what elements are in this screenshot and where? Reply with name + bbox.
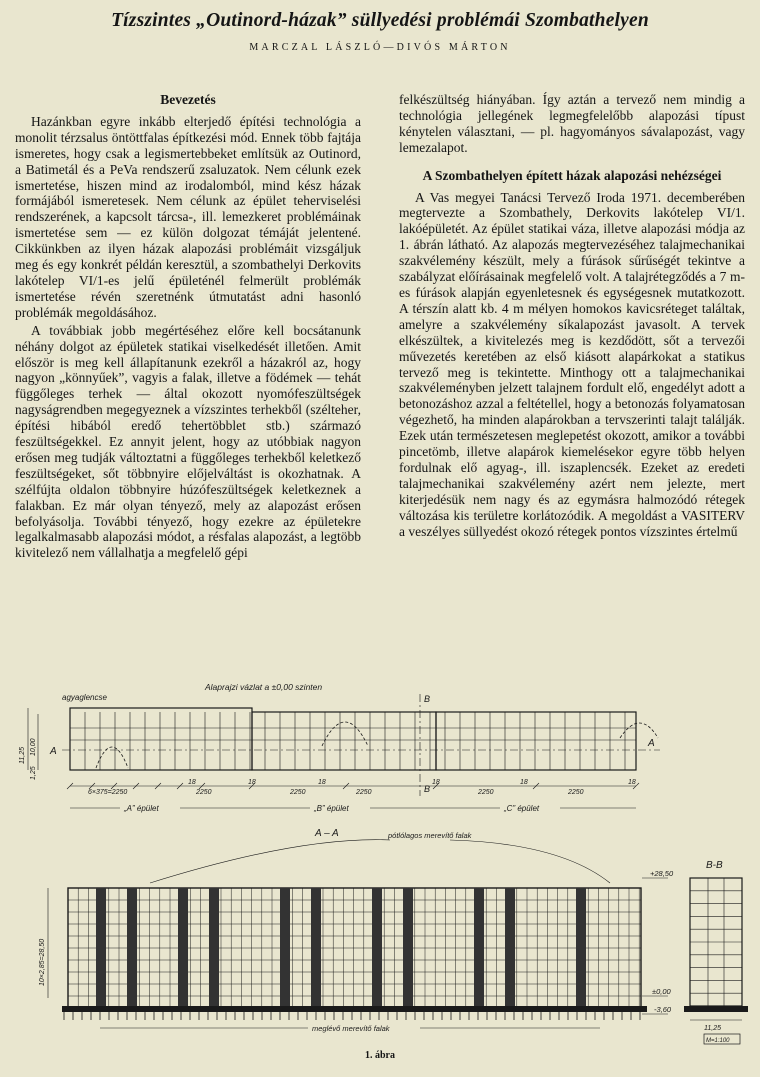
article-authors: MARCZAL LÁSZLÓ—DIVÓS MÁRTON — [249, 42, 511, 53]
section-mark-b-bottom: B — [424, 784, 431, 794]
section-aa-title: A – A — [315, 828, 339, 839]
building-b-label: „B” épület — [314, 804, 349, 813]
section-heading-foundation-problems: A Szombathelyen épített házak alapozási nehézségei — [422, 167, 722, 183]
drawing-fill — [311, 888, 321, 1006]
paragraph: A továbbiak jobb megértéséhez előre kell bocsátanunk néhány dolgot az épületek statikai viselkedését illetően. Amit először is meg kell állapítanunk ezekről a házakról az, hogy nagyon „könnyűek”, vagyis a falak, illetve a födémek — tehát függőleges terhek — által okozott nyomófeszültségek nagyságrendben megegyeznek a vízszintes terhekből (szélteher, építési hibából eredő tehertöbblet stb.) származó feszültségekkel. Ez annyit jelent, hogy az utóbbiak nagyon erősen meg tudják változtatni a függőleges terhekből keletkező feszültségeket, sőt többnyire előjelváltást is okozhatnak. A szélfújta oldalon többnyire húzófeszültségek keletkeznek a falakban. Ez már olyan tényező, mely az alapozást erősen befolyásolja. További tényező, hogy ezekre az épületekre legalkalmasabb alapozási módot, a résfalas alapozást, a legtöbb kivitelező nem vállalhatja a megfelelő gépi — [15, 322, 361, 561]
dim-label: 2250 — [356, 789, 372, 796]
drawing-fill — [403, 888, 413, 1006]
section-bb-title: B-B — [706, 860, 723, 871]
clay-lens-label: agyaglencse — [62, 693, 107, 702]
structural-drawing — [0, 668, 760, 1048]
drawing-fill — [576, 888, 586, 1006]
added-walls-label: pótlólagos merevítő falak — [388, 831, 472, 840]
dim-label: 6×375=2250 — [88, 789, 128, 796]
section-a-a — [39, 828, 674, 1034]
drawing-fill — [127, 888, 137, 1006]
scale-tag: M=1:100 — [706, 1038, 730, 1044]
drawing-fill — [372, 888, 382, 1006]
dim-label: 18 — [628, 779, 636, 786]
dim-label: 18 — [188, 779, 196, 786]
dim-label: 18 — [432, 779, 440, 786]
figure-1 — [0, 668, 760, 1048]
section-mark-a-left: A — [50, 746, 57, 757]
plan-label: Alaprajzi vázlat a ±0,00 szinten — [205, 682, 323, 692]
left-dim-3: 1,25 — [30, 766, 37, 780]
building-c-label: „C” épület — [504, 804, 540, 813]
paragraph: felkészültség hiányában. Így aztán a tervező nem mindig a technológia jellegének legmegfelelőbb alapozási típust kénytelen választani, — pl. hagyományos sávalapozást, vagy lemezalapot. — [399, 92, 745, 155]
dim-label: 2250 — [196, 789, 212, 796]
column-left — [15, 92, 361, 561]
dim-label: 2250 — [478, 789, 494, 796]
column-right — [399, 92, 745, 539]
existing-walls-label: meglévő merevítő falak — [312, 1024, 390, 1033]
building-a-label: „A” épület — [124, 804, 159, 813]
drawing-fill — [505, 888, 515, 1006]
height-dim: 10×2,85=28,50 — [39, 938, 46, 986]
level-top: +28,50 — [650, 869, 674, 878]
level-base: -3,60 — [654, 1005, 672, 1014]
level-zero: ±0,00 — [652, 987, 671, 996]
figure-caption: 1. ábra — [365, 1050, 395, 1061]
article-title: Tízszintes „Outinord-házak” süllyedési problémái Szombathelyen — [111, 10, 649, 31]
dim-label: 18 — [318, 779, 326, 786]
section-mark-a-right: A — [648, 738, 655, 749]
drawing-fill — [178, 888, 188, 1006]
left-dim-1: 11,25 — [19, 747, 26, 764]
dim-label: 18 — [248, 779, 256, 786]
plan-view — [19, 682, 660, 814]
section-heading-introduction: Bevezetés — [160, 92, 216, 107]
section-b-b — [684, 860, 748, 1044]
drawing-fill — [209, 888, 219, 1006]
dim-label: 2250 — [290, 789, 306, 796]
bb-width-dim: 11,25 — [704, 1025, 721, 1032]
drawing-fill — [96, 888, 106, 1006]
left-dim-2: 10,00 — [30, 738, 37, 756]
dim-label: 18 — [520, 779, 528, 786]
paragraph: Hazánkban egyre inkább elterjedő építési technológia a monolit térzsalus öntöttfalas építkezési mód. Ennek több fajtája ismeretes, hogy csak a legismertebbeket említsük az Outinord, a Batimetál és a PeVa rendszerű zsaluzatok. Nem célunk ezek ismertetése, hiszen mind az irodalomból, mind kész házak formájából ismeretesek. Nem célunk az épület teherviselési rendszerének, a kapcsolt tárcsa-, ill. lemezkeret problémáinak ismertetése sem — ez külön dolgozat témáját jelentené. Cikkünkben az ilyen házak alapozási problémáit vizsgáljuk meg és egy konkrét példán keresztül, a szombathelyi Derkovits lakótelep VI/1-es jelű épületénél felmerült problémák ismertetése révén szeretnénk útmutatást adni hasonló problémák megoldásához. — [15, 113, 361, 320]
drawing-fill — [280, 888, 290, 1006]
section-mark-b-top: B — [424, 694, 431, 704]
drawing-fill — [474, 888, 484, 1006]
dim-label: 2250 — [568, 789, 584, 796]
paragraph: A Vas megyei Tanácsi Tervező Iroda 1971. decemberében megtervezte a Szombathely, Derkovits lakótelep VI/1. lakóépületét. Az épület statikai váza, illetve alapozási módja az 1. ábrán látható. Az alapozás megtervezéséhez talajmechanikai szakvélemény készült, mely a fúrások sűrűségét tekintve a szabályzat előírásainak megfelelő volt. A talajrétegződés a 7 m-es fúrások alapján egyenletesnek és egységesnek mutatkozott. A térszín alatt kb. 4 m mélyen homokos kavicsréteget találtak, amelyre a szakvélemény síkalapozást javasolt. A tervek elkészültek, a kivitelezés meg is kezdődött, sőt a tervezői művezetés keretében az első kiásott alapárkokat a statikus tervező meg is tekintette. Minthogy ott a talajmechanikai szakvéleményben jelzett talajnem fordult elő, engedélyt adott a betonozáshoz azzal a feltétellel, hogy a betonozás folyamatosan végezhető, ha minden alapárokban a tervszerinti talajt találják. Ezek után természetesen meglepetést okozott, amikor a további pincetömb, illetve alapárok kiemelésekor egyre több helyen fordulnak elő agyag-, ill. iszaplencsék. Ezeket az eredeti talajmechanikai szakvélemény azért nem jelezte, mert kiterjedésük nem nagy és az egymásra halmozódó rétegek változása kis területre korlátozódik. A megoldást a VASITERV a veszélyes süllyedést okozó rétegek pontos vízszintes értelmű — [399, 189, 745, 539]
